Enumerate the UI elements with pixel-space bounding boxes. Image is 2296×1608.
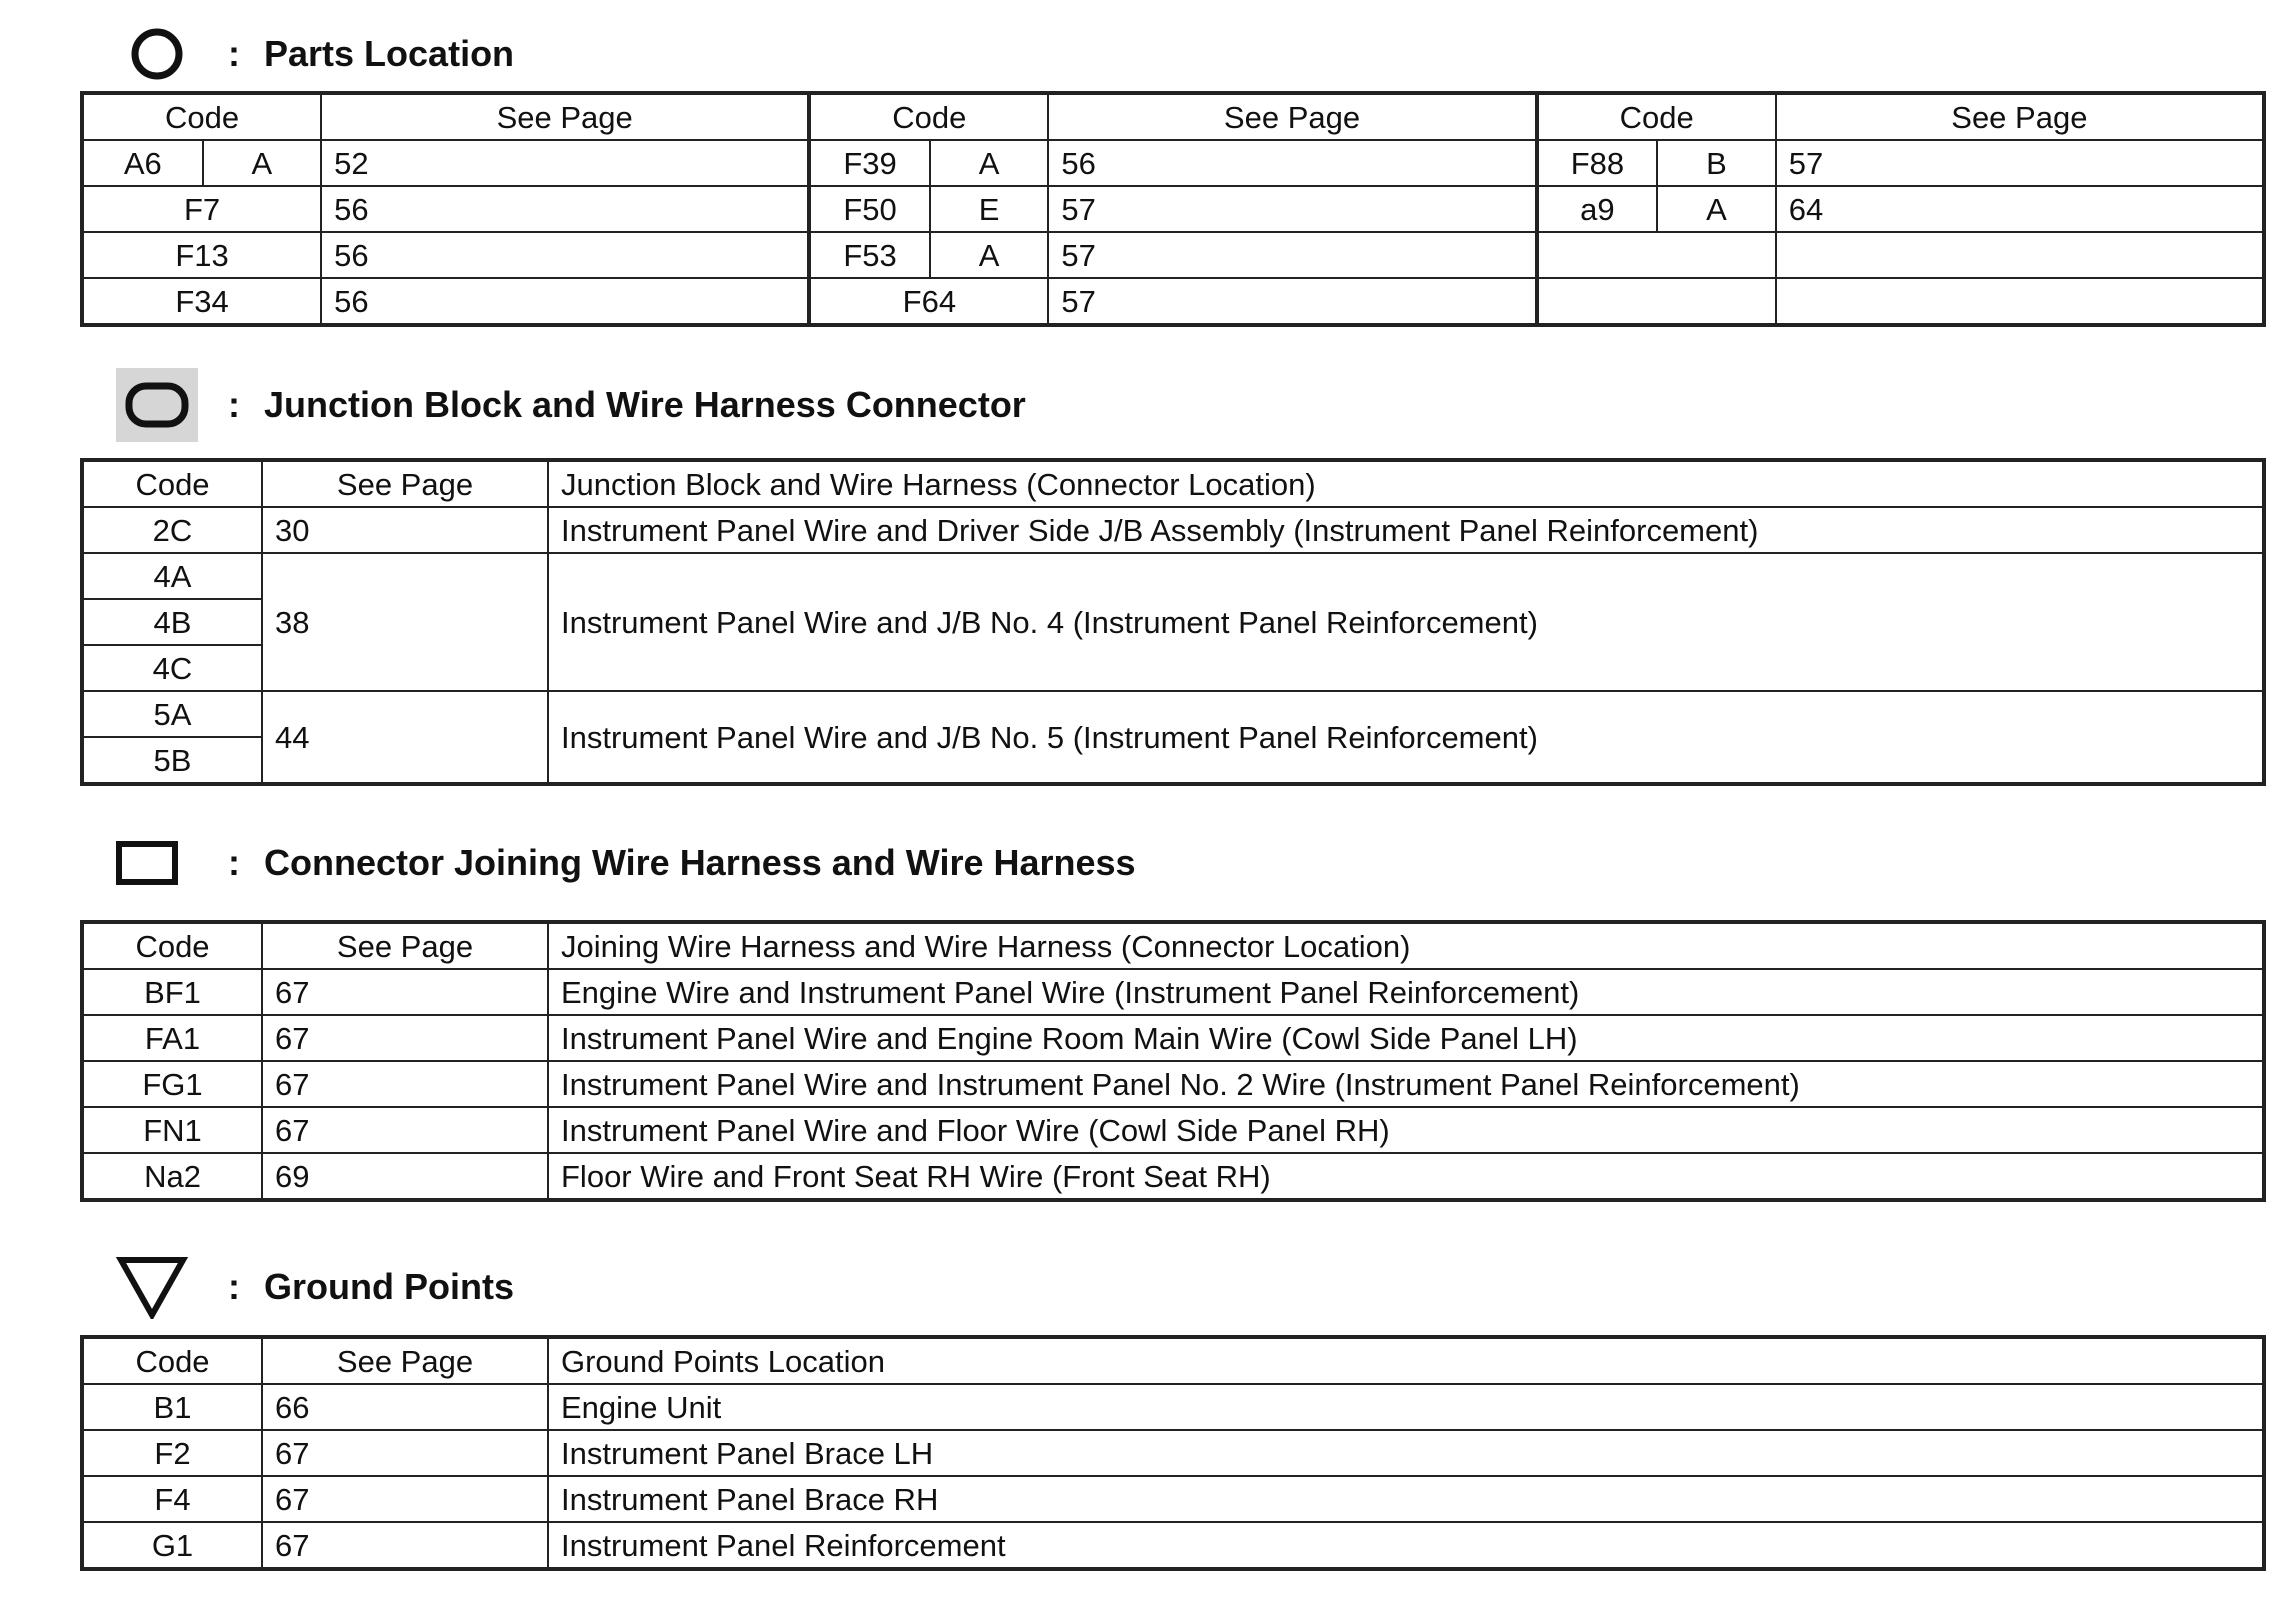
junction-block-table — [80, 458, 2266, 786]
page-cell: 67 — [262, 1107, 548, 1153]
page-cell: 69 — [262, 1153, 548, 1200]
page-cell — [1776, 278, 2264, 325]
code-cell: 4C — [82, 645, 262, 691]
header-code: Code — [82, 93, 321, 140]
description-cell: Instrument Panel Wire and Engine Room Main Wire (Cowl Side Panel LH) — [548, 1015, 2264, 1061]
ground-points-heading — [116, 1250, 1516, 1324]
page-cell: 57 — [1776, 140, 2264, 186]
table-row — [82, 1015, 2264, 1061]
page-cell: 56 — [321, 278, 809, 325]
code-cell: F2 — [82, 1430, 262, 1476]
header-see-page: See Page — [262, 460, 548, 507]
code-cell: Na2 — [82, 1153, 262, 1200]
table-row — [82, 140, 2264, 186]
page-cell: 67 — [262, 1430, 548, 1476]
description-cell: Instrument Panel Wire and J/B No. 5 (Instrument Panel Reinforcement) — [548, 691, 2264, 784]
code-cell — [1537, 232, 1776, 278]
table-header-row — [82, 460, 2264, 507]
header-code: Code — [809, 93, 1048, 140]
table-row — [82, 553, 2264, 599]
page-cell: 57 — [1048, 186, 1536, 232]
header-description: Junction Block and Wire Harness (Connector Location) — [548, 460, 2264, 507]
page-cell: 67 — [262, 1522, 548, 1569]
code-cell: F13 — [82, 232, 321, 278]
table-row — [82, 186, 2264, 232]
description-cell: Instrument Panel Reinforcement — [548, 1522, 2264, 1569]
parts-location-body — [82, 93, 2264, 325]
page-cell: 44 — [262, 691, 548, 784]
junction-block-body — [82, 460, 2264, 784]
header-see-page: See Page — [1048, 93, 1536, 140]
table-row — [82, 1153, 2264, 1200]
description-cell: Instrument Panel Brace RH — [548, 1476, 2264, 1522]
code-cell: a9 — [1537, 186, 1658, 232]
description-cell: Instrument Panel Wire and Floor Wire (Cowl Side Panel RH) — [548, 1107, 2264, 1153]
code-cell: G1 — [82, 1522, 262, 1569]
connector-joining-table — [80, 920, 2266, 1202]
page-cell: 67 — [262, 969, 548, 1015]
page-cell: 56 — [1048, 140, 1536, 186]
connector-letter-cell: A — [930, 140, 1049, 186]
code-cell — [1537, 278, 1776, 325]
header-code: Code — [82, 922, 262, 969]
header-see-page: See Page — [262, 1337, 548, 1384]
rounded-rectangle-icon — [116, 368, 198, 442]
description-cell: Engine Unit — [548, 1384, 2264, 1430]
description-cell: Instrument Panel Wire and Instrument Panel No. 2 Wire (Instrument Panel Reinforcement) — [548, 1061, 2264, 1107]
ground-points-body — [82, 1337, 2264, 1569]
code-cell: F50 — [809, 186, 930, 232]
table-row — [82, 1476, 2264, 1522]
table-row — [82, 1107, 2264, 1153]
table-row — [82, 1061, 2264, 1107]
table-row — [82, 1430, 2264, 1476]
table-row — [82, 691, 2264, 737]
description-cell: Instrument Panel Wire and Driver Side J/B Assembly (Instrument Panel Reinforcement) — [548, 507, 2264, 553]
page-cell: 67 — [262, 1476, 548, 1522]
section-title: Ground Points — [264, 1266, 514, 1307]
table-row — [82, 1384, 2264, 1430]
code-cell: F39 — [809, 140, 930, 186]
code-cell: F34 — [82, 278, 321, 325]
rectangle-icon — [116, 826, 198, 900]
triangle-icon — [116, 1250, 198, 1324]
page-cell: 38 — [262, 553, 548, 691]
code-cell: 4B — [82, 599, 262, 645]
page-cell: 56 — [321, 186, 809, 232]
header-see-page: See Page — [321, 93, 809, 140]
code-cell: F53 — [809, 232, 930, 278]
code-cell: A6 — [82, 140, 203, 186]
header-code: Code — [1537, 93, 1776, 140]
connector-letter-cell: A — [930, 232, 1049, 278]
header-code: Code — [82, 460, 262, 507]
header-description: Joining Wire Harness and Wire Harness (Connector Location) — [548, 922, 2264, 969]
page-cell: 64 — [1776, 186, 2264, 232]
section-title: Connector Joining Wire Harness and Wire Harness — [264, 842, 1136, 883]
connector-letter-cell: A — [1657, 186, 1776, 232]
header-see-page: See Page — [1776, 93, 2264, 140]
table-header-row — [82, 1337, 2264, 1384]
table-header-row — [82, 922, 2264, 969]
page-cell: 56 — [321, 232, 809, 278]
code-cell: F88 — [1537, 140, 1658, 186]
header-description: Ground Points Location — [548, 1337, 2264, 1384]
description-cell: Instrument Panel Wire and J/B No. 4 (Instrument Panel Reinforcement) — [548, 553, 2264, 691]
code-cell: FN1 — [82, 1107, 262, 1153]
code-cell: FA1 — [82, 1015, 262, 1061]
code-cell: 5A — [82, 691, 262, 737]
table-row — [82, 507, 2264, 553]
code-cell: 2C — [82, 507, 262, 553]
table-row — [82, 232, 2264, 278]
page-cell: 30 — [262, 507, 548, 553]
page-cell: 67 — [262, 1061, 548, 1107]
page-cell: 66 — [262, 1384, 548, 1430]
section-title: Junction Block and Wire Harness Connector — [264, 384, 1026, 425]
code-cell: F4 — [82, 1476, 262, 1522]
junction-block-heading — [116, 368, 1516, 442]
code-cell: 4A — [82, 553, 262, 599]
heading-colon: : — [228, 33, 240, 74]
code-cell: 5B — [82, 737, 262, 784]
connector-joining-body — [82, 922, 2264, 1200]
table-row — [82, 969, 2264, 1015]
parts-location-heading — [116, 17, 1516, 91]
header-code: Code — [82, 1337, 262, 1384]
connector-letter-cell: B — [1657, 140, 1776, 186]
page-cell: 52 — [321, 140, 809, 186]
page-cell — [1776, 232, 2264, 278]
table-row — [82, 1522, 2264, 1569]
heading-colon: : — [228, 842, 240, 883]
page-cell: 57 — [1048, 232, 1536, 278]
code-cell: BF1 — [82, 969, 262, 1015]
section-title: Parts Location — [264, 33, 515, 74]
circle-icon — [116, 17, 198, 91]
page-cell: 67 — [262, 1015, 548, 1061]
connector-joining-heading — [116, 826, 1516, 900]
heading-colon: : — [228, 1266, 240, 1307]
code-cell: FG1 — [82, 1061, 262, 1107]
connector-letter-cell: A — [203, 140, 322, 186]
code-cell: F7 — [82, 186, 321, 232]
heading-colon: : — [228, 384, 240, 425]
parts-location-table — [80, 91, 2266, 327]
code-cell: B1 — [82, 1384, 262, 1430]
code-cell: F64 — [809, 278, 1048, 325]
description-cell: Floor Wire and Front Seat RH Wire (Front Seat RH) — [548, 1153, 2264, 1200]
table-header-row — [82, 93, 2264, 140]
header-see-page: See Page — [262, 922, 548, 969]
description-cell: Instrument Panel Brace LH — [548, 1430, 2264, 1476]
table-row — [82, 278, 2264, 325]
description-cell: Engine Wire and Instrument Panel Wire (Instrument Panel Reinforcement) — [548, 969, 2264, 1015]
connector-letter-cell: E — [930, 186, 1049, 232]
page-cell: 57 — [1048, 278, 1536, 325]
ground-points-table — [80, 1335, 2266, 1571]
